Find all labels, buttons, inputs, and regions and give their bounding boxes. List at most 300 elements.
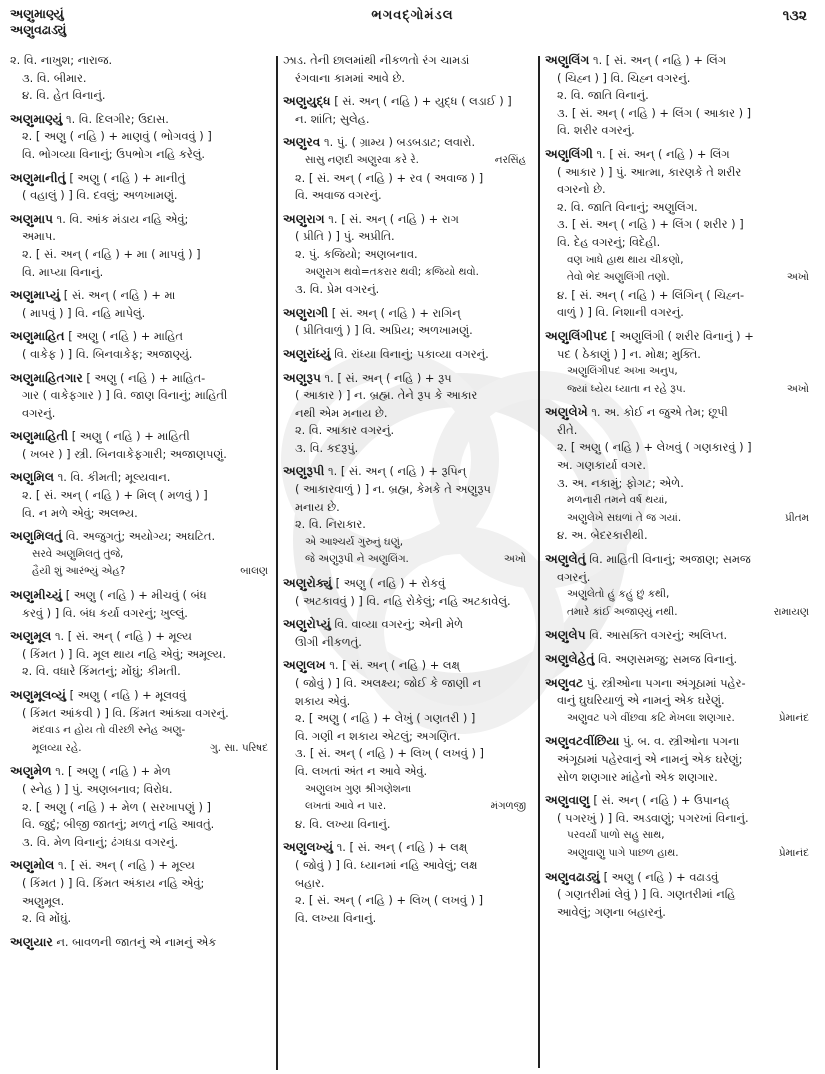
definition-text: [ સં. અન્ ( નહિ ) + યુદ્ધ ( લડાઈ ) ] (334, 94, 512, 109)
definition-text: ( ચિહ્ન ) ] વિ. ચિહ્ન વગરનું. (557, 70, 691, 85)
definition-text: અણુમૂલ. (22, 893, 65, 908)
definition-text: વગરનો છે. (557, 182, 606, 197)
dictionary-columns (0, 52, 825, 1072)
definition-line (545, 675, 813, 693)
definition-line (545, 475, 813, 493)
definition-text: ૨. વિ. આકાર વગરનું. (295, 423, 395, 438)
definition-line (283, 463, 530, 481)
definition-line: વાળું ) ] વિ. નિશાની વગરનું. (557, 305, 684, 320)
dictionary-entry (283, 839, 530, 927)
definition-text: મનાય છે. (295, 499, 340, 514)
quotation-text: જ્યાં ધ્યેય ધ્યાતા ન રહે રૂપ. (567, 382, 686, 395)
definition-line (283, 305, 530, 323)
definition-text: ( વાકેફ ) ] વિ. બિનવાકેફ; અજાણ્યું. (22, 346, 193, 361)
definition-text: વિ. ગણી ન શકાય એટલું; અગણિત. (295, 728, 461, 743)
quotation-line: અણુલેતો હું કહું છું કથી, (567, 588, 670, 601)
dictionary-entry (545, 792, 813, 862)
definition-text: શકાય એવું. (295, 693, 351, 708)
definition-text: ૩. [ સં. અન્ ( નહિ ) + લિંગ ( શરીર ) ] (557, 217, 744, 232)
definition-line (283, 745, 530, 763)
definition-text: પું. સ્ત્રીઓના પગના અંગૂઠામાં પહેર- (586, 675, 746, 690)
definition-line (10, 228, 272, 246)
dictionary-entry (283, 346, 530, 364)
definition-text: કરવું ) ] વિ. બંધ કર્યા વગરનું; ખુલ્લું. (22, 605, 188, 620)
quotation-line: વણ ખાધે હાથ થાય ચીકણો, (567, 253, 684, 266)
definition-line (545, 751, 813, 769)
definition-line: ૪. વિ. લખ્યા વિનાનું. (295, 816, 391, 831)
headword: અણુમિલતું (10, 529, 63, 544)
guide-word-last: અણુવઢાડ્યું (10, 22, 67, 37)
page-number: ૧૩૨ (782, 8, 807, 24)
definition-text: નથી એમ મનાય છે. (295, 405, 388, 420)
definition-text: [ અણુ ( નહિ ) + માહિતી (71, 429, 190, 444)
definition-line (283, 405, 530, 423)
definition-text: વિ. રાંધ્યા વિનાનું; પકાવ્યા વગરનું. (334, 346, 489, 361)
headword: અણુમાહિતગાર (10, 370, 83, 385)
definition-line (545, 457, 813, 475)
definition-text: રીતે. (557, 422, 578, 437)
dictionary-entry (10, 328, 272, 363)
dictionary-entry (545, 551, 813, 621)
quotation-line (545, 604, 813, 622)
definition-text: [ અણુલિંગી ( શરીર વિનાનું ) + (611, 328, 754, 343)
definition-text: અમાપ. (22, 229, 56, 244)
headword: અણુવટવીંછિયા (545, 734, 620, 749)
definition-line: વિ. અવાજ વગરનું. (295, 188, 382, 203)
definition-line (10, 111, 272, 129)
headword: અણુલેખે (545, 405, 588, 420)
quotation-text: હૈયી શું આરંભ્યું એહ? (32, 565, 126, 578)
dictionary-entry (545, 869, 813, 922)
guide-word-first: અણુમાણ્યું (10, 6, 64, 21)
definition-line (545, 869, 813, 887)
definition-line (10, 663, 272, 681)
quotation-line (10, 563, 272, 581)
headword: અણુમાણ્યું (10, 111, 63, 126)
headword: અણુરવ (283, 135, 321, 150)
dictionary-entry (283, 370, 530, 458)
definition-line (545, 439, 813, 457)
definition-line (283, 134, 530, 152)
dictionary-entry (283, 305, 530, 340)
definition-line (283, 211, 530, 229)
definition-text: ૨. [ અણુ ( નહિ ) + મેળ ( સરખાપણું ) ] (22, 799, 211, 814)
definition-text: ૧. [ સં. અન્ ( નહિ ) + રૂપિન્ (328, 464, 467, 479)
definition-line (10, 910, 272, 928)
definition-line (283, 593, 530, 611)
headword: અણુરૂપ (283, 370, 321, 385)
definition-text: ૧. [ સં. અન્ ( નહિ ) + રાગ (328, 211, 459, 226)
dictionary-entry (10, 528, 272, 581)
definition-line (10, 328, 272, 346)
definition-line (545, 52, 813, 70)
definition-text: અ. ગણકાર્યા વગર. (557, 458, 647, 473)
definition-text: વિ. જુદું; બીજી જાતનું; મળતું નહિ આવતું. (22, 817, 215, 832)
definition-text: રંગવાના કામમાં આવે છે. (295, 70, 405, 85)
dictionary-entry (10, 934, 272, 952)
definition-text: ૨. [ સં. અન્ ( નહિ ) + લિખ્ ( લખવું ) ] (295, 893, 484, 908)
definition-line (545, 810, 813, 828)
dictionary-entry (10, 52, 272, 105)
definition-line (283, 857, 530, 875)
dictionary-entry (283, 134, 530, 204)
definition-line (283, 910, 530, 928)
quotation-text: તેવો ભેદ અણુલિંગી તણો. (567, 271, 670, 284)
definition-line (283, 616, 530, 634)
definition-line (10, 211, 272, 229)
headword: અણુવઢાડ્યું (545, 869, 600, 884)
definition-line: ૩. વિ. પ્રેમ વગરનું. (295, 282, 380, 297)
definition-text: ૧. અ. કોઈ ન જુએ તેમ; છૂપી (591, 405, 728, 420)
definition-text: ૨. પું. કજિયો; અણબનાવ. (295, 246, 418, 261)
definition-line (10, 816, 272, 834)
definition-text: ૨. [ અણુ ( નહિ ) + લેખું ( ગણતરી ) ] (295, 711, 476, 726)
definition-text: વિ. શરીર વગરનું. (557, 123, 635, 138)
definition-text: વિ. આસક્તિ વગરનું; અલિપ્ત. (589, 628, 728, 643)
quotation-text: લખતાં આવે ન પાર. (305, 800, 387, 813)
headword: અણુલિંગી (545, 146, 593, 161)
definition-text: [ અણુ ( નહિ ) + માહિત (68, 329, 183, 344)
definition-line (545, 199, 813, 217)
definition-line (283, 111, 530, 129)
definition-text: વિ. દેહ વગરનું; વિદેહી. (557, 234, 661, 249)
definition-line (545, 692, 813, 710)
definition-text: [ સં. અન્ ( નહિ ) + ઉપાનહ્ (593, 793, 730, 808)
dictionary-entry (10, 111, 272, 164)
definition-line (283, 246, 530, 264)
definition-line (10, 287, 272, 305)
column-divider (276, 56, 278, 1070)
headword: અણુલેતું (545, 552, 586, 567)
definition-line (283, 516, 530, 534)
definition-line: ૪. અ. બેદરકારીથી. (557, 528, 648, 543)
definition-text: ન. શાંતિ; સુલેહ. (295, 111, 370, 126)
definition-line (545, 122, 813, 140)
definition-line: ૪. [ સં. અન્ ( નહિ ) + લિંગિન્ ( ચિહ્ન- (557, 287, 745, 302)
headword: અણુરૂપી (283, 464, 325, 479)
definition-line (283, 93, 530, 111)
definition-line (545, 146, 813, 164)
definition-text: ૩. [ સં. અન્ ( નહિ ) + લિંગ ( આકાર ) ] (557, 105, 752, 120)
definition-text: ૨. વિ. નિરાકાર. (295, 517, 366, 532)
definition-line: ૨. [ સં. અન્ ( નહિ ) + રવ ( અવાજ ) ] (295, 170, 484, 185)
definition-line (10, 799, 272, 817)
quotation-line: એ આશ્ચર્ય ગુરુનું ઘણું, (305, 535, 404, 548)
headword: અણુલખ (283, 658, 326, 673)
headword: અણુમાહિત (10, 329, 65, 344)
quotation-text: તમારે કાંઈ અજાણ્યું નથી. (567, 605, 678, 618)
headword: અણુલિંગીપદ (545, 328, 608, 343)
quotation-line: મંદવાડ ન હોય તો વીરછી સ્નેહ અણુ- (32, 724, 186, 737)
definition-line (10, 52, 272, 70)
definition-line (283, 52, 530, 70)
definition-text: ૨. [ અણુ ( નહિ ) + માણવું ( ભોગવવું ) ] (22, 129, 212, 144)
definition-line (283, 763, 530, 781)
headword: અણુલેપ (545, 628, 586, 643)
headword: અણુમીચ્યું (10, 588, 63, 603)
headword: અણુમાનીતું (10, 170, 66, 185)
headword: અણુલખ્યું (283, 840, 334, 855)
definition-line (10, 446, 272, 464)
definition-line (283, 387, 530, 405)
definition-line (545, 234, 813, 252)
definition-line (283, 575, 530, 593)
definition-text: ૨. વિ મોંઘું. (22, 911, 72, 926)
definition-line (10, 187, 272, 205)
definition-text: ઝાડ. તેની છાલમાંથી નીકળતો રંગ ચામડાં (283, 53, 470, 67)
definition-text: ૧. વિ. આંક મંડાય નહિ એવું; (56, 211, 189, 226)
definition-line (545, 422, 813, 440)
quotation-source: ગુ. સા. પરિષદ (210, 741, 268, 754)
definition-text: ( વહાલું ) ] વિ. દવલું; અળખામણું. (22, 188, 178, 203)
dictionary-entry (10, 170, 272, 205)
definition-line (545, 87, 813, 105)
definition-text: પદ ( ઠેકાણું ) ] ન. મોક્ષ; મુક્તિ. (557, 346, 701, 361)
definition-text: ૧. વિ. કીમતી; મૂલ્યવાન. (57, 470, 171, 485)
definition-text: ૩. વિ. મેળ વિનાનું; ઢંગધડા વગરનું. (22, 834, 179, 849)
definition-line (10, 893, 272, 911)
definition-line (283, 634, 530, 652)
definition-text: બહાર. (295, 875, 325, 890)
definition-text: ( ગણતરીમાં લેવું ) ] વિ. ગણતરીમાં નહિ (557, 887, 736, 902)
quotation-text: સાસુ નણદી અણુરવા કરે રે. (305, 153, 419, 166)
definition-text: [ અણુ ( નહિ ) + માહિત- (86, 370, 206, 385)
definition-text: ૨. વિ. જાતિ વિનાનું. (557, 88, 649, 103)
definition-line (283, 322, 530, 340)
quotation-text: અણુવાણુ પાગે પાછળ હાથ. (567, 846, 679, 859)
definition-line (283, 422, 530, 440)
definition-line (10, 857, 272, 875)
definition-line (283, 70, 530, 88)
dictionary-entry (10, 687, 272, 757)
definition-text: ( અટકાવવું ) ] વિ. નહિ રોકેલું; નહિ અટકાવેલું. (295, 593, 511, 608)
definition-text: ન. બાવળની જાતનું એ નામનું એક (56, 934, 217, 949)
dictionary-entry (545, 733, 813, 786)
definition-text: ( ખબર ) ] સ્ત્રી. બિનવાકેફગારી; અજાણપણું. (22, 446, 227, 461)
definition-text: પું. બ. વ. સ્ત્રીઓના પગના (623, 734, 740, 749)
definition-text: ઊગી નીકળતું. (295, 634, 362, 649)
definition-line (10, 387, 272, 405)
quotation-source: પ્રેમાનંદ (778, 846, 809, 859)
definition-text: વિ. વાવ્યા વગરનું; એની મેળે (334, 617, 463, 632)
definition-text: ( પ્રીતિ ) ] પું. અપ્રીતિ. (295, 229, 395, 244)
definition-text: ( કિંમત ) ] વિ. મૂલ થાય નહિ એવું; અમૂલ્ય. (22, 646, 226, 661)
quotation-source: રામાયણ (773, 605, 809, 618)
dictionary-entry (10, 857, 272, 927)
headword: અણુરાંધ્યું (283, 346, 331, 361)
definition-text: વિ. અજુગતું; અયોગ્ય; અઘટિત. (65, 529, 216, 544)
definition-text: ૪. વિ. હેત વિનાનું. (22, 88, 106, 103)
definition-line (283, 875, 530, 893)
quotation-source: અખો (786, 271, 809, 284)
dictionary-entry (545, 146, 813, 322)
definition-text: [ સં. અન્ ( નહિ ) + મા (63, 288, 176, 303)
quotation-text: જે અણુરૂપી ને અણુલિંગ. (305, 553, 409, 566)
definition-text: ૨. [ સં. અન્ ( નહિ ) + મા ( માપવું ) ] (22, 246, 201, 261)
definition-text: ( આકાર ) ] પું. આત્મા, કારણકે તે શરીર (557, 164, 742, 179)
quotation-line (283, 152, 530, 170)
definition-line (283, 839, 530, 857)
definition-text: વગરનું. (557, 569, 591, 584)
definition-line (545, 627, 813, 645)
definition-line (10, 875, 272, 893)
definition-line (10, 346, 272, 364)
definition-text: ૨. વિ. જાતિ વિનાનું; અણુલિંગ. (557, 199, 698, 214)
dictionary-entry (10, 587, 272, 622)
dictionary-entry (545, 651, 813, 669)
definition-text: ( આકાર ) ] ન. બ્રહ્મ. તેને રૂપ કે આકાર (295, 388, 478, 403)
headword: અણુરાગ (283, 211, 325, 226)
definition-text: વાનું ઘુઘરિયાળું એ નામનું એક ઘરેણું. (557, 693, 725, 708)
definition-line (10, 264, 272, 282)
headword: અણુયુદ્ધ (283, 94, 331, 109)
definition-text: વિ. અણસમજુ; સમજ વિનાનું. (598, 652, 738, 666)
dictionary-entry (283, 657, 530, 833)
quotation-line: મળનારી તમને વર્ષ થયાં, (567, 494, 668, 507)
definition-line (283, 693, 530, 711)
dictionary-entry (10, 628, 272, 681)
definition-line (10, 763, 272, 781)
quotation-text: અણુવટ પગે વીંછવા કટિ મેખલા શણગાર. (567, 711, 735, 724)
definition-text: ગાર ( વાકેફગાર ) ] વિ. જાણ વિનાનું; માહિતી (22, 388, 228, 403)
definition-text: વિ. માહિતી વિનાનું; અજાણ; સમજ (589, 552, 751, 567)
definition-line (10, 305, 272, 323)
column-divider (538, 56, 540, 1068)
quotation-line: અણુલિંગીપદ અખા અનુપ, (567, 365, 678, 378)
dictionary-entry (283, 52, 530, 87)
definition-text: [ અણુ ( નહિ ) + મીચવું ( બંધ (65, 588, 207, 603)
quotation-line (283, 551, 530, 569)
quotation-source: પ્રેમાનંદ (778, 711, 809, 724)
definition-text: ( કિંમત ) ] વિ. કિંમત અંકાય નહિ એવું; (22, 875, 205, 890)
definition-line (545, 105, 813, 123)
definition-line (545, 886, 813, 904)
definition-line (10, 428, 272, 446)
definition-line (545, 551, 813, 569)
quotation-source: નરસિંહ (494, 153, 526, 166)
definition-line (283, 370, 530, 388)
definition-line (545, 328, 813, 346)
dictionary-entry (283, 575, 530, 610)
definition-line (545, 769, 813, 787)
definition-text: ૨. વિ. વધારે કિંમતનું; મોંઘું; કીમતી. (22, 664, 181, 679)
definition-text: વગરનું. (22, 405, 56, 420)
definition-line (283, 499, 530, 517)
definition-line (545, 70, 813, 88)
definition-text: ( માપવું ) ] વિ. નહિ માપેલું. (22, 305, 146, 320)
dictionary-entry (10, 763, 272, 851)
definition-text: અંગૂઠામાં પહેરવાનું એ નામનું એક ઘરેણું; (557, 751, 743, 766)
definition-line (10, 170, 272, 188)
headword: અણુમૂલવ્યું (10, 688, 66, 702)
headword: અણુયાર (10, 934, 53, 949)
headword: અણુમોલ (10, 858, 55, 873)
definition-text: ( જોવું ) ] વિ. ધ્યાનમાં નહિ આવેલું; લક્ષ (295, 857, 478, 872)
quotation-line (283, 798, 530, 816)
definition-text: ૧. [ સં. અન્ ( નહિ ) + રૂપ (324, 370, 452, 385)
quotation-source: મંગળજી (490, 800, 526, 813)
definition-text: વિ. ન મળે એવું; અલભ્ય. (22, 505, 138, 520)
definition-line (545, 651, 813, 669)
headword: અણુલિંગ (545, 53, 590, 67)
definition-line (10, 246, 272, 264)
definition-text: આવેલું; ગણના બહારનું. (557, 904, 666, 919)
headword: અણુવટ (545, 675, 584, 690)
definition-line (10, 934, 272, 952)
definition-line (10, 469, 272, 487)
dictionary-entry (545, 52, 813, 140)
definition-line (10, 87, 272, 105)
dictionary-entry (283, 616, 530, 651)
definition-line (10, 528, 272, 546)
dictionary-entry (283, 463, 530, 569)
definition-line (10, 628, 272, 646)
definition-text: [ અણુ ( નહિ ) + મૂલવવું (69, 688, 187, 702)
dictionary-entry (545, 328, 813, 398)
definition-text: ૨. વિ. નાખુશ; નારાજ. (10, 53, 113, 67)
dictionary-entry (10, 287, 272, 322)
quotation-line (545, 269, 813, 287)
definition-line (283, 675, 530, 693)
definition-text: ૩. વિ. કદરૂપું. (295, 440, 359, 455)
definition-text: ૧. [ સં. અન્ ( નહિ ) + મૂલ્ય (54, 629, 192, 644)
dictionary-entry (545, 627, 813, 645)
headword: અણુમાહિતી (10, 429, 69, 444)
definition-text: [ અણુ ( નહિ ) + રોકવું (335, 576, 446, 591)
definition-line (10, 781, 272, 799)
definition-line (283, 481, 530, 499)
headword: અણુમૂલ (10, 629, 52, 644)
definition-text: વિ. લખતાં અંત ન આવે એવું. (295, 763, 428, 778)
definition-text: વિ. માપ્યા વિનાનું. (22, 264, 104, 279)
definition-line (545, 569, 813, 587)
definition-text: ૧. પું. ( ગ્રામ્ય ) બડબડાટ; લવારો. (324, 135, 476, 150)
definition-line (283, 346, 530, 364)
definition-text: ૧. [ સં. અન્ ( નહિ ) + લક્ષ્ (336, 840, 468, 855)
quotation-source: પ્રીતમ (785, 511, 809, 524)
dictionary-entry (545, 675, 813, 728)
dictionary-entry (283, 211, 530, 299)
headword: અણુમિલ (10, 470, 55, 485)
definition-line (545, 164, 813, 182)
definition-line (283, 892, 530, 910)
definition-text: ૩. વિ. બીમાર. (22, 70, 87, 85)
definition-text: ૩. અ. નકામું; ફોગટ; એળે. (557, 475, 684, 490)
definition-text: સોળ શણગાર માંહેનો એક શણગાર. (557, 769, 718, 784)
definition-text: ( સ્નેહ ) ] પું. અણબનાવ; વિરોધ. (22, 781, 173, 796)
column-3 (545, 52, 813, 927)
column-1 (10, 52, 272, 957)
definition-line (10, 605, 272, 623)
definition-line (10, 646, 272, 664)
quotation-line: અણુરાગ થવો=તકરાર થવી; કજિયો થવો. (305, 265, 479, 278)
definition-text: ૧. [ સં. અન્ ( નહિ ) + લિંગ (596, 146, 730, 161)
quotation-line: પરવર્યાં પાળો સહુ સાથ, (567, 829, 665, 842)
definition-text: ૧. [ અણુ ( નહિ ) + મેળ (55, 764, 171, 779)
dictionary-entry (283, 93, 530, 128)
definition-line (283, 228, 530, 246)
definition-line (545, 733, 813, 751)
definition-text: [ સં. અન્ ( નહિ ) + રાગિન્ (331, 305, 461, 320)
definition-text: ( પ્રીતિવાળું ) ] વિ. અપ્રિય; અળખામણું. (295, 323, 473, 338)
quotation-line (545, 510, 813, 528)
running-title: ભગવદ્ગોમંડલ (371, 8, 454, 23)
definition-text: ૨. [ અણુ ( નહિ ) + લેખવું ( ગણકારવું ) ] (557, 440, 752, 455)
definition-line (10, 405, 272, 423)
dictionary-entry (10, 469, 272, 522)
headword: અણુરોક્યું (283, 576, 333, 591)
headword: અણુવાણુ (545, 793, 590, 808)
